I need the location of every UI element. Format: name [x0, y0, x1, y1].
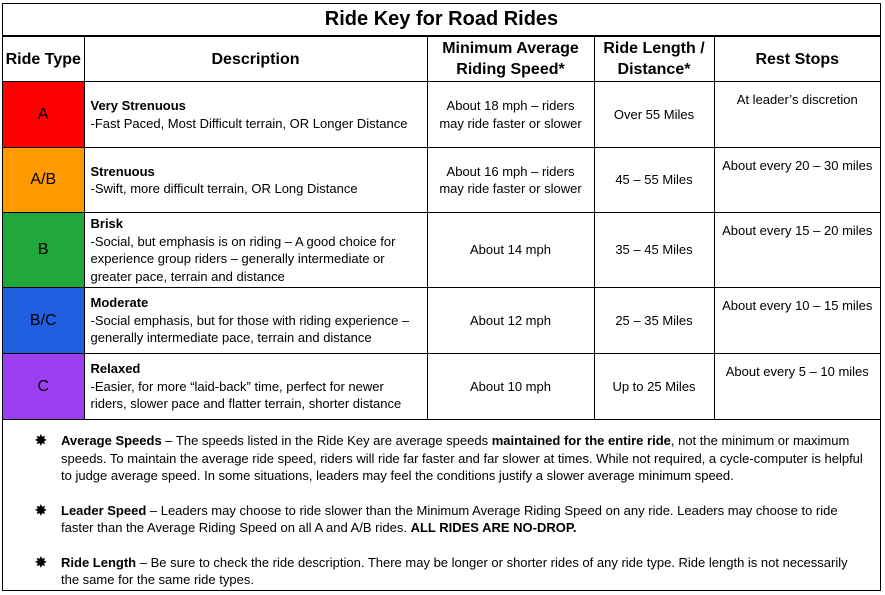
page-title: Ride Key for Road Rides: [3, 4, 880, 36]
header-description: Description: [84, 37, 427, 82]
ride-type-cell: A: [3, 82, 84, 148]
header-rest-stops: Rest Stops: [714, 37, 880, 82]
speed-cell: About 12 mph: [427, 288, 594, 354]
asterisk-bullet-icon: ✸: [35, 553, 47, 570]
description-cell: [84, 213, 427, 288]
rest-stops-cell: About every 10 – 15 miles: [714, 288, 880, 354]
description-title: Very Strenuous: [90, 98, 186, 113]
description-cell: [84, 82, 427, 148]
rest-stops-cell: At leader’s discretion: [714, 82, 880, 148]
header-speed: Minimum Average Riding Speed*: [427, 37, 594, 82]
note-title: Leader Speed: [61, 502, 147, 518]
description-text: -Social, but emphasis is on riding – A good choice for experience group riders – generally intermediate or greater pace, terrain and distance: [90, 233, 396, 284]
description-title: Relaxed: [90, 361, 141, 377]
ride-type-cell: C: [3, 354, 84, 420]
description-text: -Easier, for more “laid-back” time, perfect for newer riders, slower pace and flatter terrain, shorter distance: [90, 378, 402, 412]
length-cell: 25 – 35 Miles: [594, 288, 714, 354]
note-text: – Leaders may choose to ride slower than the Minimum Average Riding Speed on any ride. Leaders may choose to ride faster than the Average Riding Speed on all A and A/B rides.: [61, 502, 838, 535]
table-header-row: [3, 37, 880, 82]
length-cell: Up to 25 Miles: [594, 354, 714, 420]
note-title: Ride Length: [61, 554, 137, 570]
length-cell: 35 – 45 Miles: [594, 213, 714, 288]
rest-stops-cell: About every 20 – 30 miles: [714, 148, 880, 213]
ride-type-cell: B/C: [3, 288, 84, 354]
ride-key-document: [2, 3, 881, 591]
rest-stops-cell: About every 5 – 10 miles: [714, 354, 880, 420]
note-leader-speed: [35, 502, 868, 537]
description-title: Brisk: [90, 216, 124, 231]
length-cell: 45 – 55 Miles: [594, 148, 714, 213]
note-ride-length: [35, 554, 868, 589]
description-title: Moderate: [90, 295, 149, 311]
description-text: -Fast Paced, Most Difficult terrain, OR Longer Distance: [90, 115, 408, 131]
speed-cell: About 10 mph: [427, 354, 594, 420]
note-average-speeds: [35, 432, 868, 485]
table-row: [3, 82, 880, 148]
ride-type-cell: A/B: [3, 148, 84, 213]
table-row: [3, 288, 880, 354]
description-text: -Swift, more difficult terrain, OR Long Distance: [90, 181, 358, 196]
notes-section: [3, 420, 880, 589]
description-cell: [84, 288, 427, 354]
header-length: Ride Length / Distance*: [594, 37, 714, 82]
table-row: [3, 213, 880, 288]
note-text: – The speeds listed in the Ride Key are average speeds: [161, 433, 492, 448]
note-text: – Be sure to check the ride description. There may be longer or shorter rides of any ride type. Ride length is not necessarily the same for the same ride types.: [61, 554, 848, 587]
speed-cell: About 18 mph – riders may ride faster or slower: [427, 82, 594, 148]
asterisk-bullet-icon: ✸: [35, 432, 47, 448]
description-text: -Social emphasis, but for those with riding experience – generally intermediate pace, terrain and distance: [90, 312, 410, 346]
description-cell: [84, 148, 427, 213]
ride-key-table: [3, 36, 880, 420]
table-row: [3, 148, 880, 213]
table-row: [3, 354, 880, 420]
note-emphasis: maintained for the entire ride: [491, 433, 671, 448]
speed-cell: About 16 mph – riders may ride faster or slower: [427, 148, 594, 213]
ride-type-cell: B: [3, 213, 84, 288]
asterisk-bullet-icon: ✸: [35, 501, 47, 518]
header-ride-type: Ride Type: [3, 37, 84, 82]
rest-stops-cell: About every 15 – 20 miles: [714, 213, 880, 288]
note-emphasis: ALL RIDES ARE NO-DROP.: [410, 520, 577, 535]
note-text: , not the minimum or maximum speeds. To maintain the average ride speed, riders will ride far faster and far slower at times. While not required, a cycle-computer is helpful to judge average speed. In some situations, leaders may feel the conditions justify a slower average minimum speed.: [61, 433, 863, 483]
description-cell: [84, 354, 427, 420]
note-title: Average Speeds: [61, 433, 162, 448]
description-title: Strenuous: [90, 163, 155, 179]
speed-cell: About 14 mph: [427, 213, 594, 288]
length-cell: Over 55 Miles: [594, 82, 714, 148]
